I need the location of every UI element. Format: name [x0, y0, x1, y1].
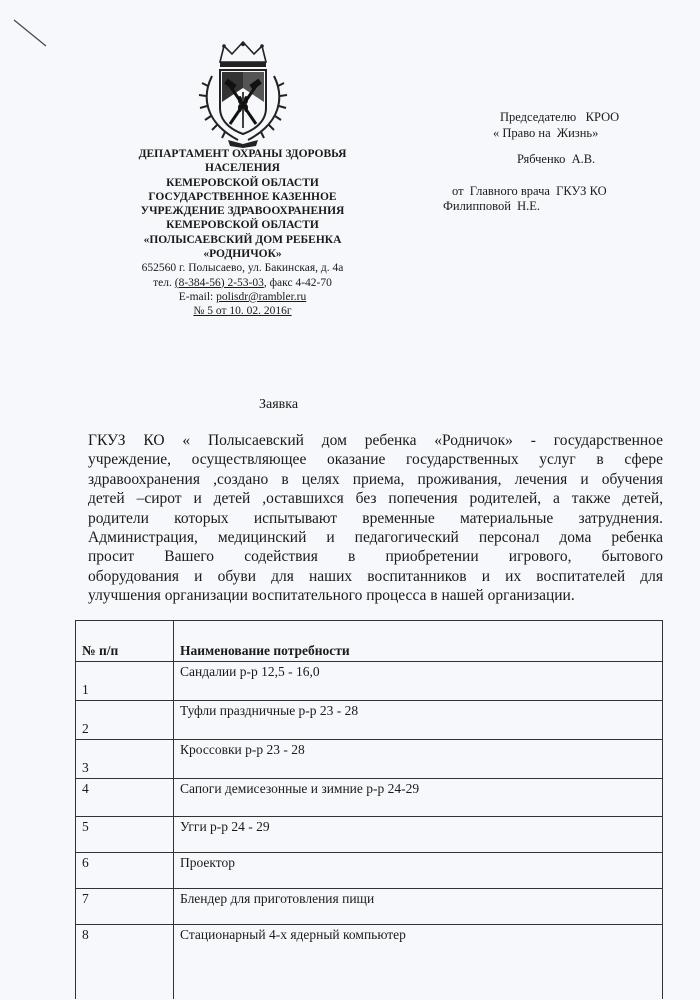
body-paragraph [88, 431, 663, 606]
row-name: Проектор [174, 853, 663, 889]
addressee-line-1: Председателю КРОО [500, 110, 620, 124]
table-row [76, 662, 663, 701]
table-row [76, 740, 663, 779]
letterhead-email-line [80, 290, 405, 304]
addressee-line-4: от Главного врача ГКУЗ КО [452, 184, 607, 198]
row-name: Сапоги демисезонные и зимние р-р 24-29 [174, 779, 663, 817]
row-name: Угги р-р 24 - 29 [174, 817, 663, 853]
row-number: 7 [76, 889, 174, 925]
body-line: оборудования и обуви для наших воспитанников и их воспитателей для [88, 567, 663, 585]
row-number: 3 [76, 740, 174, 779]
table-header-row [76, 621, 663, 662]
row-name: Кроссовки р-р 23 - 28 [174, 740, 663, 779]
letterhead-line: ДЕПАРТАМЕНТ ОХРАНЫ ЗДОРОВЬЯ [138, 148, 347, 160]
table-row [76, 853, 663, 889]
row-number: 5 [76, 817, 174, 853]
registration-number: № 5 от 10. 02. 2016г [193, 305, 292, 318]
body-line: улучшения организации воспитательного процесса в нашей организации. [88, 587, 575, 605]
row-number: 2 [76, 701, 174, 740]
letterhead-line: «РОДНИЧОК» [203, 248, 282, 261]
letterhead-line: КЕМЕРОВСКОЙ ОБЛАСТИ [166, 219, 319, 232]
row-name: Стационарный 4-х ядерный компьютер [174, 925, 663, 1000]
scan-mark [10, 10, 50, 50]
coat-of-arms-emblem [198, 40, 288, 148]
body-line: просит Вашего содействия в приобретении игрового, бытового [88, 548, 663, 566]
table-row [76, 925, 663, 1000]
table-row [76, 889, 663, 925]
row-number: 8 [76, 925, 174, 1000]
body-line: ГКУЗ КО « Полысаевский дом ребенка «Родничок» - государственное [88, 432, 663, 449]
letterhead-line: ГОСУДАРСТВЕННОЕ КАЗЕННОЕ [148, 190, 337, 203]
table-row [76, 779, 663, 817]
addressee-line-3: Рябченко А.В. [517, 152, 596, 166]
header-name: Наименование потребности [174, 621, 663, 662]
table-row [76, 817, 663, 853]
document-title: Заявка [259, 397, 299, 412]
body-line: Администрация, медицинский и педагогический персонал дома ребенка [88, 529, 663, 547]
letterhead-address: 652560 г. Полысаево, ул. Бакинская, д. 4а [141, 262, 344, 275]
body-line: здравоохранения ,создано в целях приема, проживания, лечения и обучения [88, 470, 663, 488]
body-line: родители которых испытывают временные материальные затруднения. [88, 509, 663, 527]
addressee-line-5: Филипповой Н.Е. [443, 199, 541, 213]
row-name: Блендер для приготовления пищи [174, 889, 663, 925]
header-number: № п/п [76, 621, 174, 662]
row-name: Туфли праздничные р-р 23 - 28 [174, 701, 663, 740]
table-row [76, 701, 663, 740]
email-address: polisdr@rambler.ru [216, 290, 307, 303]
addressee-line-2: « Право на Жизнь» [493, 126, 599, 140]
body-line: учреждение, осуществляющее оказание государственных услуг в сфере [88, 451, 663, 469]
fax-number: , факс 4-42-70 [263, 276, 332, 289]
row-number: 4 [76, 779, 174, 817]
row-number: 1 [76, 662, 174, 701]
phone-prefix: тел. [153, 276, 175, 289]
phone-number: (8-384-56) 2-53-03 [174, 276, 264, 289]
row-name: Сандалии р-р 12,5 - 16,0 [174, 662, 663, 701]
row-number: 6 [76, 853, 174, 889]
letterhead-line: УЧРЕЖДЕНИЕ ЗДРАВООХРАНЕНИЯ [140, 205, 345, 218]
letterhead-line: НАСЕЛЕНИЯ [205, 162, 280, 175]
needs-table [75, 620, 663, 999]
letterhead-contacts [80, 276, 405, 290]
letterhead-line: КЕМЕРОВСКОЙ ОБЛАСТИ [166, 176, 319, 189]
letterhead [80, 147, 405, 319]
letterhead-line: «ПОЛЫСАЕВСКИЙ ДОМ РЕБЕНКА [143, 233, 342, 246]
body-line: детей –сирот и детей ,оставшихся без попечения родителей, а также детей, [88, 490, 663, 508]
email-prefix: E-mail: [178, 290, 217, 303]
